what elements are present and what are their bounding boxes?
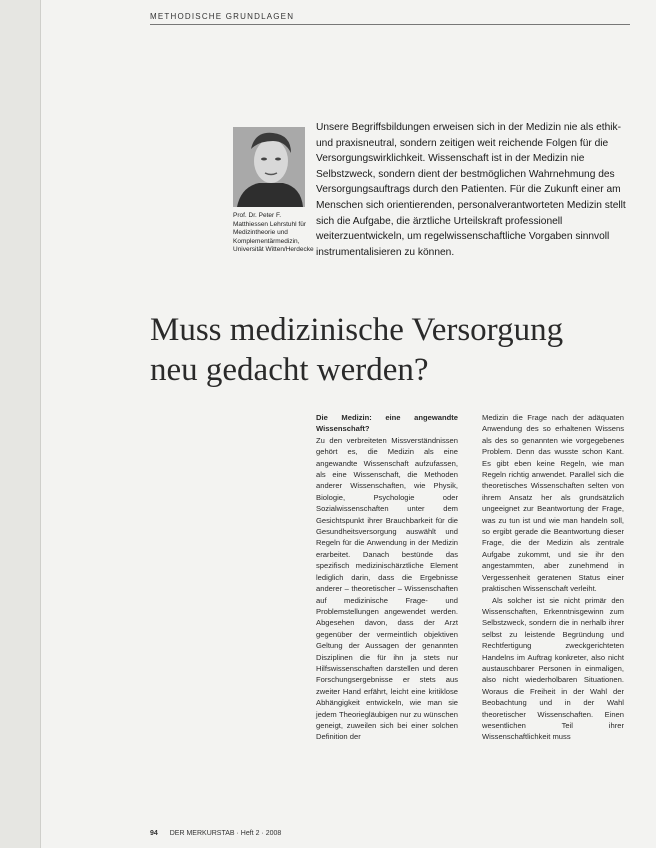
subheading: Die Medizin: eine angewandte Wissenschaft?	[316, 413, 458, 434]
body-paragraph: Zu den verbreiteten Missverständnissen gehört es, die Medizin als eine angewandte Wissenschaft aufzufassen, als eine Wissenschaft, die Methoden anderer Wissenschaften, wie Physik, Biologie, Psychologie oder Sozialwissenschaften unter dem Gesichtspunkt ihrer Brauchbarkeit für die Gesundheitsversorgung auswählt und Regeln für die Anwendung in der Medizin erarbeitet. Danach bestünde das spezifisch medizinischärztliche Element lediglich darin, dass die Ergebnisse anderer – theoretischer – Wissenschaften auf medizinische Frage- und Problemstellungen angewendet werden. Abgesehen davon, dass der Arzt gegenüber der vermeintlich objektiven Geltung der Aussagen der genannten Disziplinen die für ihn ja stets nur Hilfswissenschaften darstellen und deren Forschungsergebnisse er stets aus zweiter Hand erfährt, leicht eine kritiklose Abhängigkeit entwickeln, wie man sie jedem Theoriegläubigen nur zu wünschen geneigt, zuweilen sich bei einer solchen Definition der	[316, 435, 458, 742]
body-paragraph: Als solcher ist sie nicht primär den Wissenschaften, Erkenntnisgewinn zum Selbstzweck, sondern die in nerhalb ihrer selbst zu leistende Begründung und Rechtfertigung zweckgerichteten Handelns im Auftrag konkreter, also nicht austauschbarer Personen in einmaligen, also nicht wiederholbaren Situationen. Woraus die Freiheit in der Wahl der Beobachtung und in der Wahl theoretischer Wissenschaften. Einen wesentlichen Teil ihrer Wissenschaftlichkeit muss	[482, 595, 624, 742]
section-rule	[150, 24, 630, 25]
page-number: 94	[150, 830, 158, 837]
journal-name: DER MERKURSTAB · Heft 2 · 2008	[169, 830, 282, 837]
body-paragraph: Medizin die Frage nach der adäquaten Anwendung des so erhaltenen Wissens als des so genannten wie vorgegebenes Problem. Denn das wusste schon Kant. Es gibt eben keine Regeln, wie man Regeln richtig anwendet. Parallel sich die theoretisches Wissenschaften selten von ihrem Ansatz her als grundsätzlich ungeeignet zur Beantwortung der Frage, was zu tun ist und wie man handeln soll, so ergibt gerade die Beantwortung dieser Frage, die der Medizin als zentrale Aufgabe zukommt, und sie ihr den angestammten, aber zunehmend in Vergessenheit geratenen Status einer praktischen Wissenschaft verleiht.	[482, 413, 624, 594]
intro-paragraph: Unsere Begriffsbildungen erweisen sich in der Medizin nie als ethik- und praxisneutral, sondern zeitigen weit reichende Folgen für die Versorgungswirklichkeit. Wissenschaft ist in der Medizin nie Selbstzweck, sondern dient der bestmöglichen Wahrnehmung des Versorgungsauftrags durch den Patienten. Für die Zukunft einer am Menschen sich orientierenden, personalverantworteten Medizin stellt sich die Aufgabe, die ärztliche Urteilskraft professionell weiterzuentwickeln, um regelwissenschaftliche Vorgaben sinnvoll instrumentalisieren zu können.	[316, 122, 626, 258]
title-line-1: Muss medizinische Versorgung	[150, 312, 564, 348]
binding-gutter	[0, 0, 41, 848]
author-photo	[233, 127, 305, 207]
title-line-2: neu gedacht werden?	[150, 352, 429, 388]
section-label: METHODISCHE GRUNDLAGEN	[150, 12, 295, 21]
body-column-1	[316, 412, 458, 743]
page-footer	[150, 830, 281, 837]
body-column-2	[482, 412, 624, 743]
article-title	[150, 310, 650, 390]
author-caption: Prof. Dr. Peter F. Matthiessen Lehrstuhl für Medizintheorie und Komplementärmedizin, Universität Witten/Herdecke	[233, 212, 314, 254]
